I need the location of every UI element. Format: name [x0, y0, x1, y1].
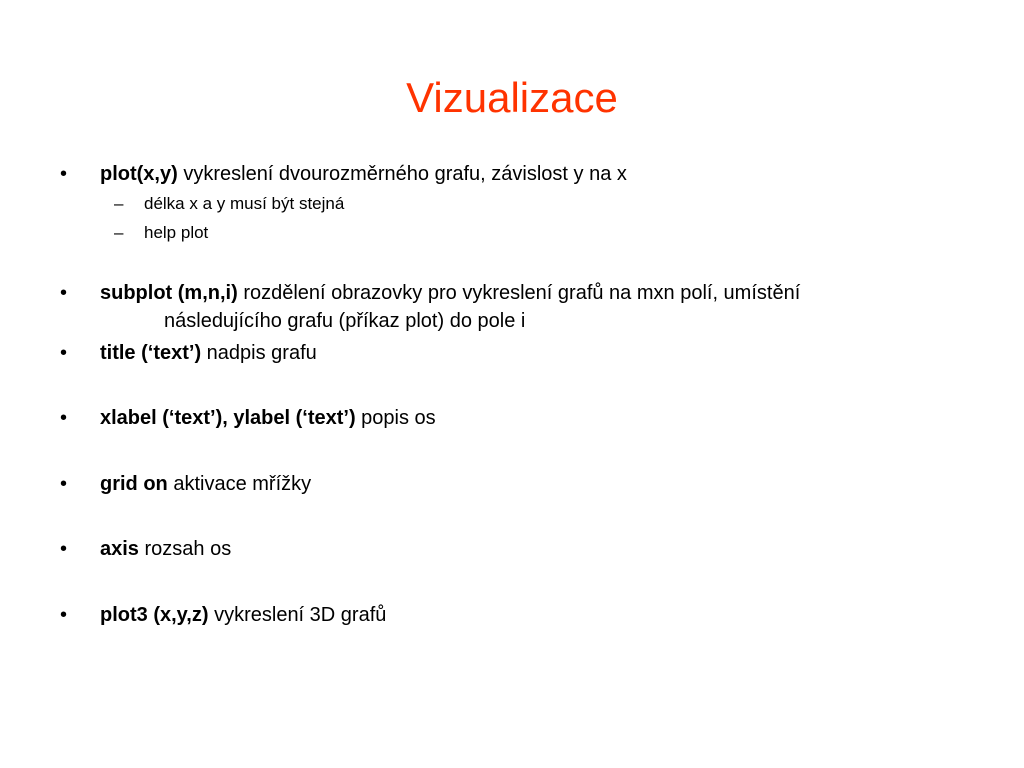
command-term: grid on	[100, 473, 168, 495]
list-item-text	[100, 535, 231, 563]
sub-list-item-text: help plot	[144, 223, 209, 242]
command-description: rozsah os	[138, 538, 232, 560]
command-description: popis os	[355, 407, 436, 429]
bullet-icon: •	[60, 342, 68, 364]
command-term: axis	[100, 538, 139, 560]
list-item-text	[100, 404, 436, 432]
list-item-text	[100, 279, 800, 307]
bullet-icon: •	[60, 473, 68, 495]
dash-icon: –	[114, 194, 124, 213]
list-item-text	[100, 339, 317, 367]
dash-icon: –	[114, 223, 124, 242]
command-term: title (‘text’)	[100, 342, 202, 364]
command-description: aktivace mřížky	[167, 473, 312, 495]
command-description: rozdělení obrazovky pro vykreslení grafů na mxn polí, umístění	[237, 282, 801, 304]
bullet-icon: •	[60, 282, 68, 304]
sub-list-item-text: délka x a y musí být stejná	[144, 194, 345, 213]
command-term: subplot (m,n,i)	[100, 282, 238, 304]
list-item-text	[100, 470, 311, 498]
command-term: plot3 (x,y,z)	[100, 604, 209, 626]
command-term: xlabel (‘text’), ylabel (‘text’)	[100, 407, 356, 429]
list-item-text	[100, 160, 627, 188]
bullet-icon: •	[60, 604, 68, 626]
command-description: nadpis grafu	[201, 342, 317, 364]
bullet-icon: •	[60, 407, 68, 429]
list-item-text	[100, 601, 386, 629]
bullet-icon: •	[60, 163, 68, 185]
command-description-continuation: následujícího grafu (příkaz plot) do pole i	[164, 310, 526, 332]
command-term: plot(x,y)	[100, 163, 178, 185]
command-description: vykreslení 3D grafů	[208, 604, 387, 626]
bullet-icon: •	[60, 538, 68, 560]
command-description: vykreslení dvourozměrného grafu, závislost y na x	[177, 163, 627, 185]
slide-title: Vizualizace	[406, 74, 618, 121]
